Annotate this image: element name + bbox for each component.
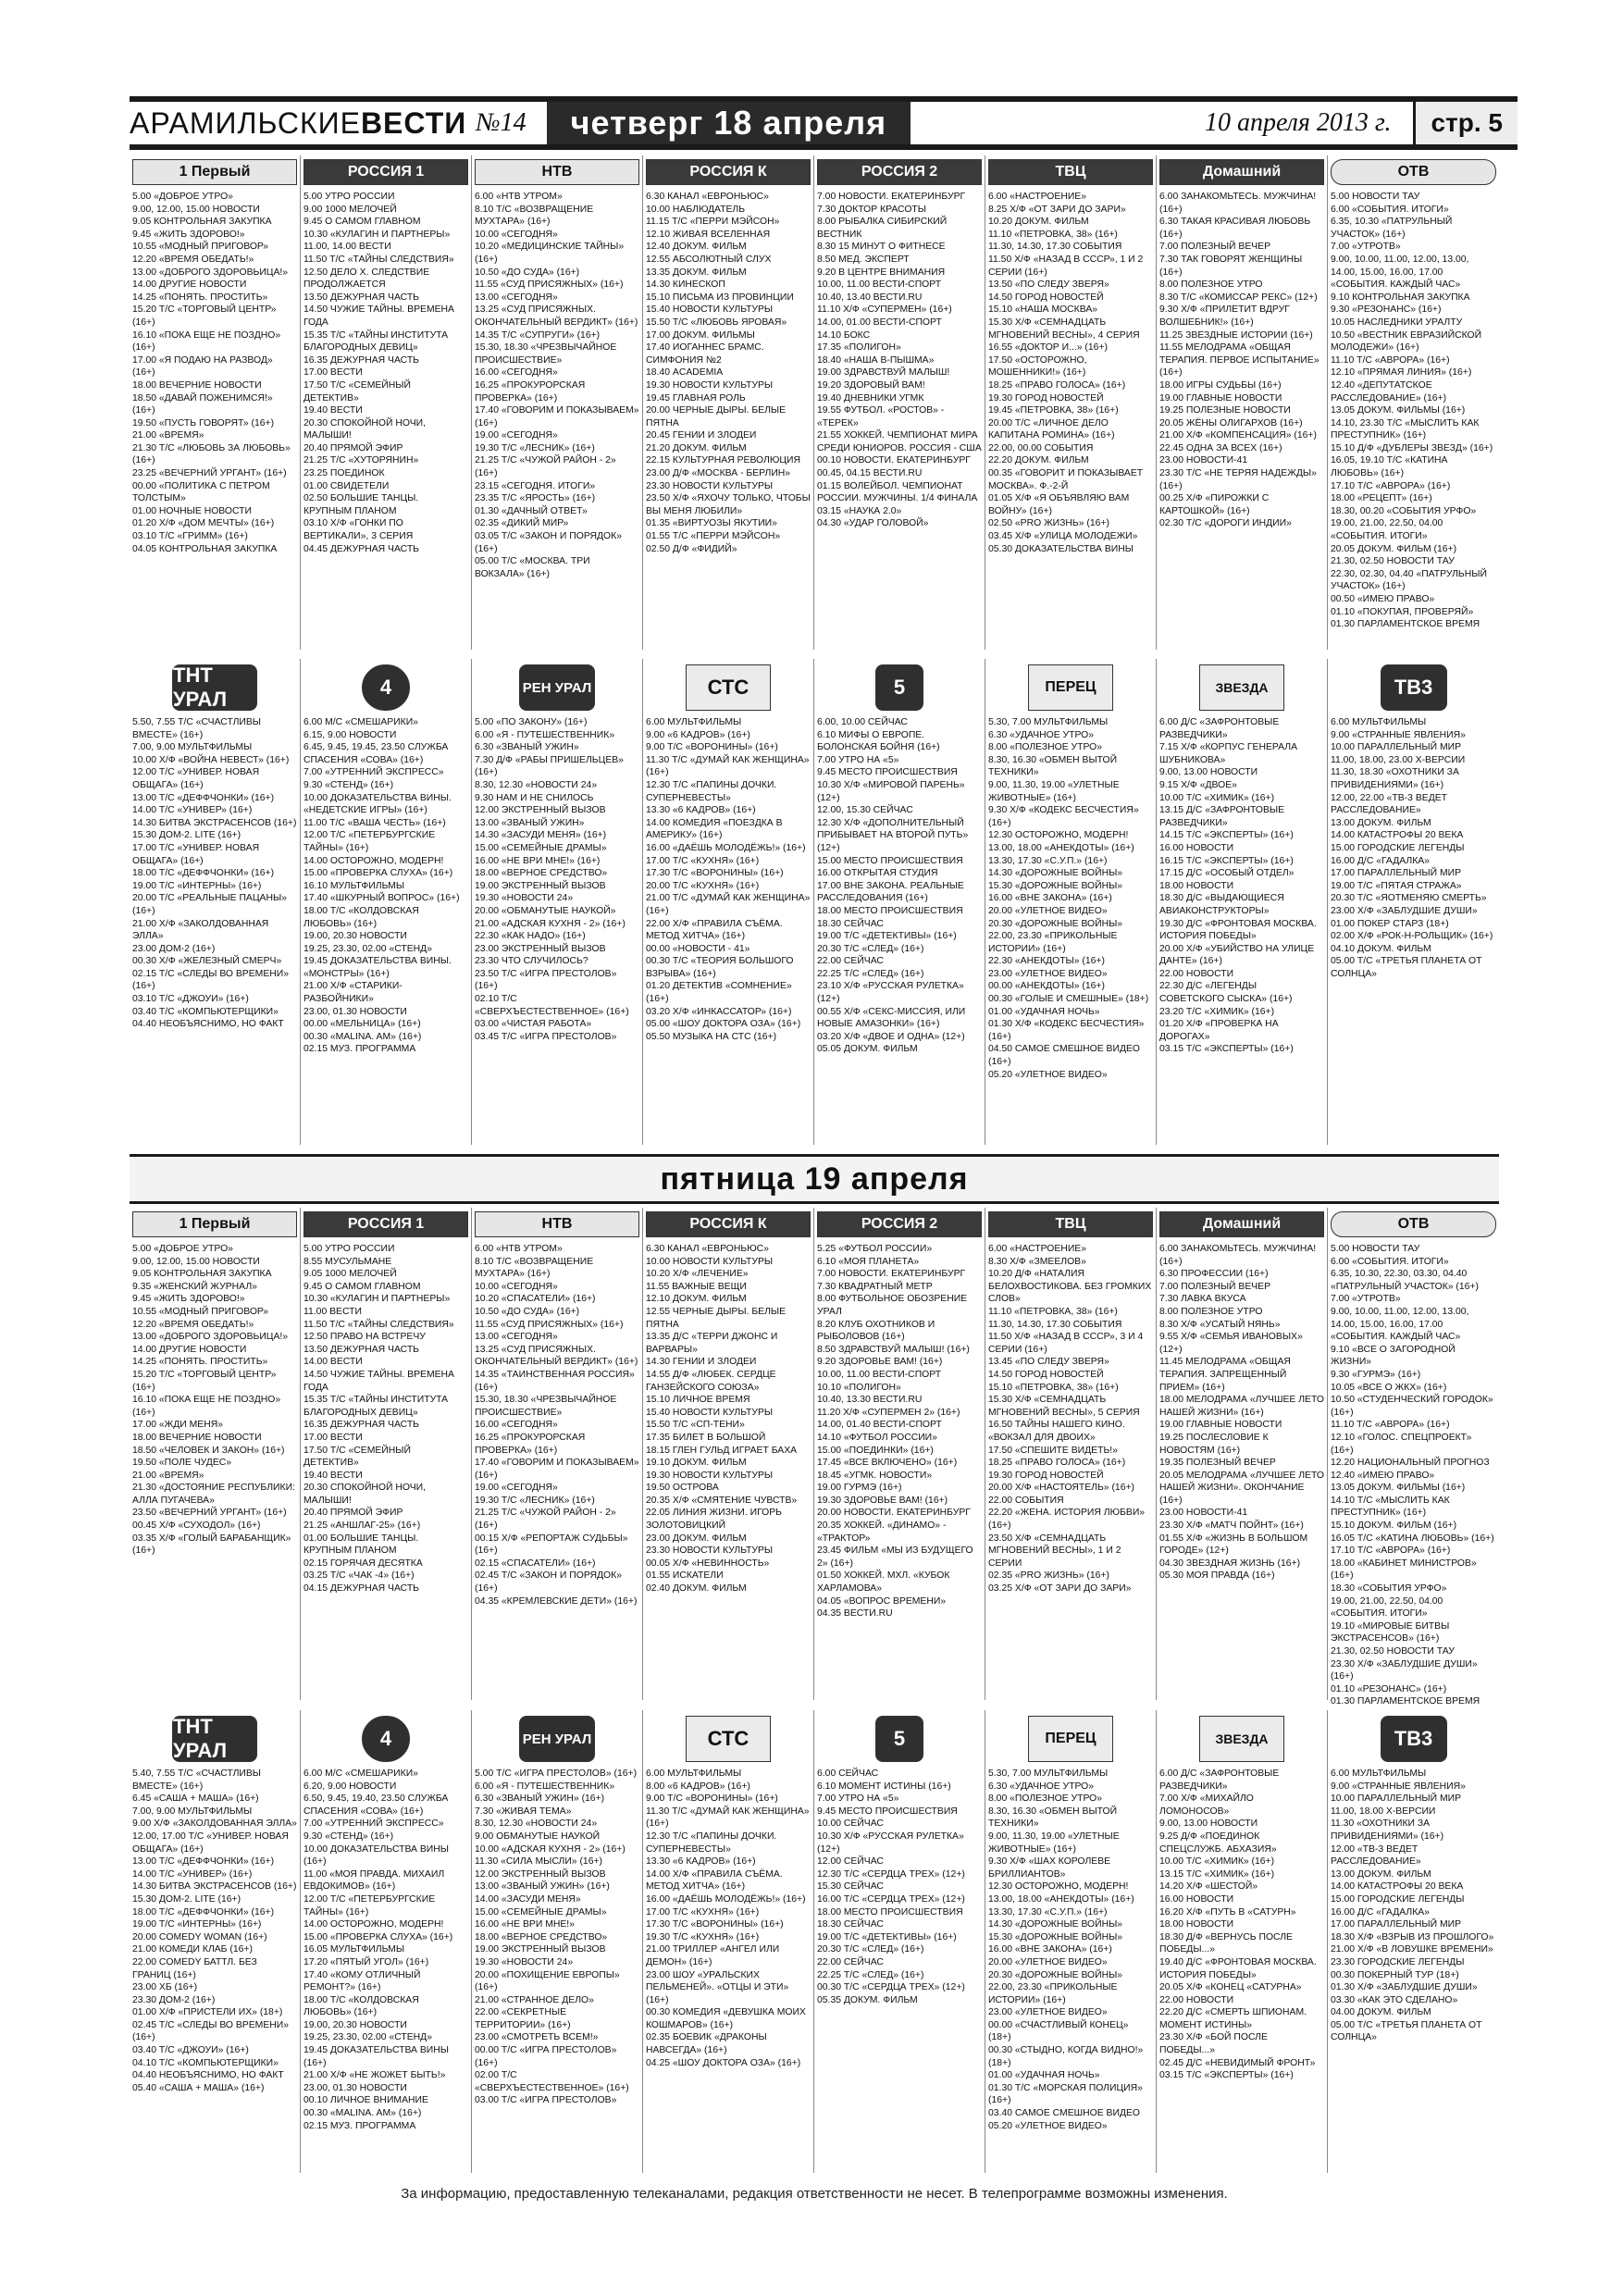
program-listing: 5.00 «ПО ЗАКОНУ» (16+) 6.00 «Я - ПУТЕШЕСТВЕННИК» 6.30 «ЗВАНЫЙ УЖИН» 7.30 Д/Ф «РАБЫ ПРИШЕЛЬЦЕВ» (16+) 8.30, 12.30 «НОВОСТИ 24» 9.30 НАМ И НЕ СНИЛОСЬ 12.00 ЭКСТРЕННЫЙ ВЫЗОВ 13.00 «ЗВАНЫЙ УЖИН» 14.30 «ЗАСУДИ МЕНЯ» (16+) 15.00 «СЕМЕЙНЫЕ ДРАМЫ» 16.00 «НЕ ВРИ МНЕ!» (16+) 18.00 «ВЕРНОЕ СРЕДСТВО» 19.00 ЭКСТРЕННЫЙ ВЫЗОВ 19.30 «НОВОСТИ 24» 20.00 «ОБМАНУТЫЕ НАУКОЙ» 21.00 «АДСКАЯ КУХНЯ - 2» (16+) 22.30 «КАК НАДО» (16+) 23.00 ЭКСТРЕННЫЙ ВЫЗОВ 23.30 ЧТО СЛУЧИЛОСЬ? 23.50 Т/С «ИГРА ПРЕСТОЛОВ» (16+) 02.10 Т/С «СВЕРХЪЕСТЕСТВЕННОЕ» (16+) 03.00 «ЧИСТАЯ РАБОТА» 03.45 Т/С «ИГРА ПРЕСТОЛОВ»: [475, 717, 629, 1042]
channel-logo-rossiya-1: РОССИЯ 1: [304, 159, 468, 185]
channel-column: [1328, 155, 1499, 650]
channel-column: [130, 659, 301, 1145]
channel-column: [985, 1710, 1157, 2173]
program-listing: 6.00 «НТВ УТРОМ» 8.10 Т/С «ВОЗВРАЩЕНИЕ МУХТАРА» (16+) 10.00 «СЕГОДНЯ» 10.20 «СПАСАТЕЛИ» (16+) 10.50 «ДО СУДА» (16+) 11.55 «СУД ПРИСЯЖНЫХ» (16+) 13.00 «СЕГОДНЯ» 13.25 «СУД ПРИСЯЖНЫХ. ОКОНЧАТЕЛЬНЫЙ ВЕРДИКТ» (16+) 14.35 «ТАИНСТВЕННАЯ РОССИЯ» (16+) 15.30, 18.30 «ЧРЕЗВЫЧАЙНОЕ ПРОИСШЕСТВИЕ» 16.00 «СЕГОДНЯ» 16.25 «ПРОКУРОРСКАЯ ПРОВЕРКА» (16+) 17.40 «ГОВОРИМ И ПОКАЗЫВАЕМ» (16+) 19.00 «СЕГОДНЯ» 19.30 Т/С «ЛЕСНИК» (16+) 21.25 Т/С «ЧУЖОЙ РАЙОН - 2» (16+) 00.15 Х/Ф «РЕПОРТАЖ СУДЬБЫ» (16+) 02.15 «СПАСАТЕЛИ» (16+) 02.45 Т/С «ЗАКОН И ПОРЯДОК» (16+) 04.35 «КРЕМЛЕВСКИЕ ДЕТИ» (16+): [475, 1244, 639, 1607]
program-listing: 5.00 Т/С «ИГРА ПРЕСТОЛОВ» (16+) 6.00 «Я - ПУТЕШЕСТВЕННИК» 6.30 «ЗВАНЫЙ УЖИН» (16+) 7.30 «ЖИВАЯ ТЕМА» 8.30, 12.30 «НОВОСТИ 24» 9.00 ОБМАНУТЫЕ НАУКОЙ 10.00 «АДСКАЯ КУХНЯ - 2» (16+) 11.30 «СИЛА МЫСЛИ» (16+) 12.00 ЭКСТРЕННЫЙ ВЫЗОВ 13.00 «ЗВАНЫЙ УЖИН» (16+) 14.00 «ЗАСУДИ МЕНЯ» 15.00 «СЕМЕЙНЫЕ ДРАМЫ» 16.00 «НЕ ВРИ МНЕ!» 18.00 «ВЕРНОЕ СРЕДСТВО» 19.00 ЭКСТРЕННЫЙ ВЫЗОВ 19.30 «НОВОСТИ 24» 20.00 «ПОХИЩЕНИЕ ЕВРОПЫ» (16+) 21.00 «СТРАННОЕ ДЕЛО» 22.00 «СЕКРЕТНЫЕ ТЕРРИТОРИИ» (16+) 23.00 «СМОТРЕТЬ ВСЕМ!» 00.00 Т/С «ИГРА ПРЕСТОЛОВ» (16+) 02.00 Т/С «СВЕРХЪЕСТЕСТВЕННОЕ» (16+) 03.00 Т/С «ИГРА ПРЕСТОЛОВ»: [475, 1769, 638, 2106]
thursday-bottom-section: [130, 659, 1499, 1145]
channel-column: [985, 659, 1157, 1145]
channel-column: [643, 1710, 814, 2173]
channel-logo-tnt: ТНТ УРАЛ: [172, 664, 257, 711]
program-listing: 5.30, 7.00 МУЛЬТФИЛЬМЫ 6.30 «УДАЧНОЕ УТРО» 8.00 «ПОЛЕЗНОЕ УТРО» 8.30, 16.30 «ОБМЕН ВЫТОЙ ТЕХНИКИ» 9.00, 11.30, 19.00 «УЛЕТНЫЕ ЖИВОТНЫЕ» (16+) 9.30 Х/Ф «ШАХ КОРОЛЕВЕ БРИЛЛИАНТОВ» 12.30 ОСТОРОЖНО, МОДЕРН! 13.00, 18.00 «АНЕКДОТЫ» (16+) 13.30, 17.30 «С.У.П.» (16+) 14.30 «ДОРОЖНЫЕ ВОЙНЫ» 15.30 «ДОРОЖНЫЕ ВОЙНЫ» 16.00 «ВНЕ ЗАКОНА» (16+) 20.00 «УЛЕТНОЕ ВИДЕО» 20.30 «ДОРОЖНЫЕ ВОЙНЫ» 22.00, 23.30 «ПРИКОЛЬНЫЕ ИСТОРИИ» (16+) 23.00 «УЛЕТНОЕ ВИДЕО» 00.00 «СЧАСТЛИВЫЙ КОНЕЦ» (18+) 00.30 «СТЫДНО, КОГДА ВИДНО!» (18+) 01.00 «УДАЧНАЯ НОЧЬ» 01.30 Т/С «МОРСКАЯ ПОЛИЦИЯ» (16+) 03.40 САМОЕ СМЕШНОЕ ВИДЕО 05.20 «УЛЕТНОЕ ВИДЕО»: [988, 1769, 1144, 2131]
channel-logo-tv3: ТВ3: [1381, 664, 1447, 711]
channel-column: [1157, 659, 1328, 1145]
issue-date: 10 апреля 2013 г.: [1204, 108, 1392, 137]
masthead-rule-bottom: [130, 144, 1518, 150]
channel-column: [814, 155, 985, 650]
channel-logo-4-kanal: 4: [362, 664, 410, 711]
masthead-row: [130, 102, 1518, 144]
program-listing: 6.00 МУЛЬТФИЛЬМЫ 9.00 «СТРАННЫЕ ЯВЛЕНИЯ» 10.00 ПАРАЛЛЕЛЬНЫЙ МИР 11.00, 18.00, 23.00 Х-ВЕРСИИ 11.30, 18.30 «ОХОТНИКИ ЗА ПРИВИДЕНИЯМИ» (16+) 12.00, 22.00 «ТВ-3 ВЕДЕТ РАССЛЕДОВАНИЕ» 13.00 ДОКУМ. ФИЛЬМ 14.00 КАТАСТРОФЫ 20 ВЕКА 15.00 ГОРОДСКИЕ ЛЕГЕНДЫ 16.00 Д/С «ГАДАЛКА» 17.00 ПАРАЛЛЕЛЬНЫЙ МИР 19.00 Т/С «ПЯТАЯ СТРАЖА» 20.30 Т/С «ЯОТМЕНЯЮ СМЕРТЬ» 23.00 Х/Ф «ЗАБЛУДШИЕ ДУШИ» 01.00 ПОКЕР СТАРЗ (18+) 02.00 Х/Ф «РОК-Н-РОЛЬЩИК» (16+) 04.10 ДОКУМ. ФИЛЬМ 05.00 Т/С «ТРЕТЬЯ ПЛАНЕТА ОТ СОЛНЦА»: [1331, 717, 1493, 979]
channel-logo-ren: РЕН УРАЛ: [519, 1716, 595, 1762]
channel-logo-rossiya-2: РОССИЯ 2: [817, 1211, 982, 1237]
channel-column: [1328, 1710, 1499, 2173]
channel-logo-perviy: 1 Первый: [132, 159, 297, 185]
day-title-friday: [130, 1154, 1499, 1204]
newspaper-title: [130, 106, 466, 141]
newspaper-title-bold: ВЕСТИ: [360, 105, 467, 140]
program-listing: 5.00 УТРО РОССИИ 9.00 1000 МЕЛОЧЕЙ 9.45 О САМОМ ГЛАВНОМ 10.30 «КУЛАГИН И ПАРТНЕРЫ» 11.00, 14.00 ВЕСТИ 11.50 Т/С «ТАЙНЫ СЛЕДСТВИЯ» 12.50 ДЕЛО Х. СЛЕДСТВИЕ ПРОДОЛЖАЕТСЯ 13.50 ДЕЖУРНАЯ ЧАСТЬ 14.50 ЧУЖИЕ ТАЙНЫ. ВРЕМЕНА ГОДА 15.35 Т/С «ТАЙНЫ ИНСТИТУТА БЛАГОРОДНЫХ ДЕВИЦ» 16.35 ДЕЖУРНАЯ ЧАСТЬ 17.00 ВЕСТИ 17.50 Т/С «СЕМЕЙНЫЙ ДЕТЕКТИВ» 19.40 ВЕСТИ 20.30 СПОКОЙНОЙ НОЧИ, МАЛЫШИ! 20.40 ПРЯМОЙ ЭФИР 21.25 Т/С «ХУТОРЯНИН» 23.25 ПОЕДИНОК 01.00 СВИДЕТЕЛИ 02.50 БОЛЬШИЕ ТАНЦЫ. КРУПНЫМ ПЛАНОМ 03.10 Х/Ф «ГОНКИ ПО ВЕРТИКАЛИ», 3 СЕРИЯ 04.45 ДЕЖУРНАЯ ЧАСТЬ: [304, 192, 454, 554]
program-listing: 6.00 ЗАНАКОМЬТЕСЬ. МУЖЧИНА! (16+) 6.30 ТАКАЯ КРАСИВАЯ ЛЮБОВЬ (16+) 7.00 ПОЛЕЗНЫЙ ВЕЧЕР 7.30 ТАК ГОВОРЯТ ЖЕНЩИНЫ (16+) 8.00 ПОЛЕЗНОЕ УТРО 8.30 Т/С «КОМИССАР РЕКС» (12+) 9.30 Х/Ф «ПРИЛЕТИТ ВДРУГ ВОЛШЕБНИК!» (16+) 11.25 ЗВЕЗДНЫЕ ИСТОРИИ (16+) 11.55 МЕЛОДРАМА «ОБЩАЯ ТЕРАПИЯ. ПЕРВОЕ ИСПЫТАНИЕ» (16+) 18.00 ИГРЫ СУДЬБЫ (16+) 19.00 ГЛАВНЫЕ НОВОСТИ 19.25 ПОЛЕЗНЫЕ НОВОСТИ 20.05 ЖЁНЫ ОЛИГАРХОВ (16+) 21.00 Х/Ф «КОМПЕНСАЦИЯ» (16+) 22.45 ОДНА ЗА ВСЕХ (16+) 23.00 НОВОСТИ-41 23.30 Т/С «НЕ ТЕРЯЯ НАДЕЖДЫ» (16+) 00.25 Х/Ф «ПИРОЖКИ С КАРТОШКОЙ» (16+) 02.30 Т/С «ДОРОГИ ИНДИИ»: [1159, 192, 1319, 529]
day-banner-thursday: четверг 18 апреля: [547, 102, 911, 144]
friday-bottom-section: [130, 1710, 1499, 2173]
program-listing: 5.40, 7.55 Т/С «СЧАСТЛИВЫ ВМЕСТЕ» (16+) 6.45 «САША + МАША» (16+) 7.00, 9.00 МУЛЬТФИЛЬМЫ 9.00 Х/Ф «ЗАКОЛДОВАННАЯ ЭЛЛА» 12.00, 17.00 Т/С «УНИВЕР. НОВАЯ ОБЩАГА» (16+) 13.00 Т/С «ДЕФФЧОНКИ» (16+) 14.00 Т/С «УНИВЕР» (16+) 14.30 БИТВА ЭКСТРАСЕНСОВ (16+) 15.30 ДОМ-2. LITE (16+) 18.00 Т/С «ДЕФФЧОНКИ» (16+) 19.00 Т/С «ИНТЕРНЫ» (16+) 20.00 COMEDY WOMAN (16+) 21.00 КОМЕДИ КЛАБ (16+) 22.00 COMEDY БАТТЛ. БЕЗ ГРАНИЦ (16+) 23.00 ХБ (16+) 23.30 ДОМ-2 (16+) 01.00 Х/Ф «ПРИСТЕЛИ ИХ» (18+) 02.45 Т/С «СЛЕДЫ ВО ВРЕМЕНИ» (16+) 03.40 Т/С «ДЖОУИ» (16+) 04.10 Т/С «КОМПЬЮТЕРЩИКИ» 04.40 НЕОБЪЯСНИМО, НО ФАКТ 05.40 «САША + МАША» (16+): [132, 1769, 297, 2093]
program-listing: 6.00 «НАСТРОЕНИЕ» 8.25 Х/Ф «ОТ ЗАРИ ДО ЗАРИ» 10.20 ДОКУМ. ФИЛЬМ 11.10 «ПЕТРОВКА, 38» (16+) 11.30, 14.30, 17.30 СОБЫТИЯ 11.50 Х/Ф «НАЗАД В СССР», 1 И 2 СЕРИИ (16+) 13.50 «ПО СЛЕДУ ЗВЕРЯ» 14.50 ГОРОД НОВОСТЕЙ 15.10 «НАША МОСКВА» 15.30 Х/Ф «СЕМНАДЦАТЬ МГНОВЕНИЙ ВЕСНЫ», 4 СЕРИЯ 16.55 «ДОКТОР И...» (16+) 17.50 «ОСТОРОЖНО, МОШЕННИКИ!» (16+) 18.25 «ПРАВО ГОЛОСА» (16+) 19.30 ГОРОД НОВОСТЕЙ 19.45 «ПЕТРОВКА, 38» (16+) 20.00 Т/С «ЛИЧНОЕ ДЕЛО КАПИТАНА РОМИНА» (16+) 22.00, 00.00 СОБЫТИЯ 22.20 ДОКУМ. ФИЛЬМ 00.35 «ГОВОРИТ И ПОКАЗЫВАЕТ МОСКВА». Ф.-2-Й 01.05 Х/Ф «Я ОБЪЯВЛЯЮ ВАМ ВОЙНУ» (16+) 02.50 «PRO ЖИЗНЬ» (16+) 03.45 Х/Ф «УЛИЦА МОЛОДЕЖИ» 05.30 ДОКАЗАТЕЛЬСТВА ВИНЫ: [988, 192, 1144, 554]
program-listing: 6.00 ЗАНАКОМЬТЕСЬ. МУЖЧИНА! (16+) 6.30 ПРОФЕССИИ (16+) 7.00 ПОЛЕЗНЫЙ ВЕЧЕР 7.30 ЛАВКА ВКУСА 8.00 ПОЛЕЗНОЕ УТРО 8.30 Х/Ф «УСАТЫЙ НЯНЬ» 9.55 Х/Ф «СЕМЬЯ ИВАНОВЫХ» (12+) 11.45 МЕЛОДРАМА «ОБЩАЯ ТЕРАПИЯ. ЗАПРЕЩЕННЫЙ ПРИЕМ» (16+) 18.00 МЕЛОДРАМА «ЛУЧШЕЕ ЛЕТО НАШЕЙ ЖИЗНИ» (16+) 19.00 ГЛАВНЫЕ НОВОСТИ 19.25 ПОСЛЕСЛОВИЕ К НОВОСТЯМ (16+) 19.35 ПОЛЕЗНЫЙ ВЕЧЕР 20.05 МЕЛОДРАМА «ЛУЧШЕЕ ЛЕТО НАШЕЙ ЖИЗНИ». ОКОНЧАНИЕ (16+) 23.00 НОВОСТИ-41 23.30 Х/Ф «МАТЧ ПОЙНТ» (16+) 01.55 Х/Ф «ЖИЗНЬ В БОЛЬШОМ ГОРОДЕ» (12+) 04.30 ЗВЕЗДНАЯ ЖИЗНЬ (16+) 05.30 МОЯ ПРАВДА (16+): [1159, 1244, 1324, 1582]
channel-logo-domashniy: Домашний: [1159, 159, 1324, 185]
program-listing: 5.00 НОВОСТИ ТАУ 6.00 «СОБЫТИЯ. ИТОГИ» 6.35, 10.30 «ПАТРУЛЬНЫЙ УЧАСТОК» (16+) 7.00 «УТРОТВ» 9.00, 10.00, 11.00, 12.00, 13.00, 14.00, 15.00, 16.00, 17.00 «СОБЫТИЯ. КАЖДЫЙ ЧАС» 9.10 КОНТРОЛЬНАЯ ЗАКУПКА 9.30 «РЕЗОНАНС» (16+) 10.05 НАСЛЕДНИКИ УРАЛТУ 10.50 «ВЕСТНИК ЕВРАЗИЙСКОЙ МОЛОДЕЖИ» (16+) 11.10 Т/С «АВРОРА» (16+) 12.10 «ПРЯМАЯ ЛИНИЯ» (16+) 12.40 «ДЕПУТАТСКОЕ РАССЛЕДОВАНИЕ» (16+) 13.05 ДОКУМ. ФИЛЬМЫ (16+) 14.10, 23.30 Т/С «МЫСЛИТЬ КАК ПРЕСТУПНИК» (16+) 15.10 Д/Ф «ДУБЛЕРЫ ЗВЕЗД» (16+) 16.05, 19.10 Т/С «КАТИНА ЛЮБОВЬ» (16+) 17.10 Т/С «АВРОРА» (16+) 18.00 «РЕЦЕПТ» (16+) 18.30, 00.20 «СОБЫТИЯ УРФО» 19.00, 21.00, 22.50, 04.00 «СОБЫТИЯ. ИТОГИ» 20.05 ДОКУМ. ФИЛЬМ (16+) 21.30, 02.50 НОВОСТИ ТАУ 22.30, 02.30, 04.40 «ПАТРУЛЬНЫЙ УЧАСТОК» (16+) 00.50 «ИМЕЮ ПРАВО» 01.10 «ПОКУПАЯ, ПРОВЕРЯЙ» 01.30 ПАРЛАМЕНТСКОЕ ВРЕМЯ: [1331, 192, 1493, 630]
channel-logo-rossiya-k: РОССИЯ К: [646, 159, 811, 185]
channel-column: [985, 1208, 1157, 1700]
channel-column: [301, 155, 472, 650]
program-listing: 5.00 «ДОБРОЕ УТРО» 9.00, 12.00, 15.00 НОВОСТИ 9.05 КОНТРОЛЬНАЯ ЗАКУПКА 9.45 «ЖИТЬ ЗДОРОВО!» 10.55 «МОДНЫЙ ПРИГОВОР» 12.20 «ВРЕМЯ ОБЕДАТЬ!» 13.00 «ДОБРОГО ЗДОРОВЬИЦА!» 14.00 ДРУГИЕ НОВОСТИ 14.25 «ПОНЯТЬ. ПРОСТИТЬ» 15.20 Т/С «ТОРГОВЫЙ ЦЕНТР» (16+) 16.10 «ПОКА ЕЩЕ НЕ ПОЗДНО» (16+) 17.00 «Я ПОДАЮ НА РАЗВОД» (16+) 18.00 ВЕЧЕРНИЕ НОВОСТИ 18.50 «ДАВАЙ ПОЖЕНИМСЯ!» (16+) 19.50 «ПУСТЬ ГОВОРЯТ» (16+) 21.00 «ВРЕМЯ» 21.30 Т/С «ЛЮБОВЬ ЗА ЛЮБОВЬ» (16+) 23.25 «ВЕЧЕРНИЙ УРГАНТ» (16+) 00.00 «ПОЛИТИКА С ПЕТРОМ ТОЛСТЫМ» 01.00 НОЧНЫЕ НОВОСТИ 01.20 Х/Ф «ДОМ МЕЧТЫ» (16+) 03.10 Т/С «ГРИММ» (16+) 04.05 КОНТРОЛЬНАЯ ЗАКУПКА: [132, 192, 291, 554]
channel-column: [1157, 1208, 1328, 1700]
channel-logo-5-kanal: 5: [875, 1716, 923, 1762]
channel-logo-perets: ПЕРЕЦ: [1028, 664, 1113, 711]
channel-column: [301, 1710, 472, 2173]
program-listing: 5.00 НОВОСТИ ТАУ 6.00 «СОБЫТИЯ. ИТОГИ» 6.35, 10.30, 22.30, 03.30, 04.40 «ПАТРУЛЬНЫЙ УЧАСТОК» (16+) 7.00 «УТРОТВ» 9.00, 10.00, 11.00, 12.00, 13.00, 14.00, 15.00, 16.00, 17.00 «СОБЫТИЯ. КАЖДЫЙ ЧАС» 9.10 «ВСЕ О ЗАГОРОДНОЙ ЖИЗНИ» 9.30 «ГУРМЭ» (16+) 10.05 «ВСЕ О ЖКХ» (16+) 10.50 «СТУДЕНЧЕСКИЙ ГОРОДОК» (16+) 11.10 Т/С «АВРОРА» (16+) 12.10 «ГОЛОС. СПЕЦПРОЕКТ» (16+) 12.20 НАЦИОНАЛЬНЫЙ ПРОГНОЗ 12.40 «ИМЕЮ ПРАВО» 13.05 ДОКУМ. ФИЛЬМЫ (16+) 14.10 Т/С «МЫСЛИТЬ КАК ПРЕСТУПНИК» (16+) 15.10 ДОКУМ. ФИЛЬМ (16+) 16.05 Т/С «КАТИНА ЛЮБОВЬ» (16+) 17.10 Т/С «АВРОРА» (16+) 18.00 «КАБИНЕТ МИНИСТРОВ» (16+) 18.30 «СОБЫТИЯ УРФО» 19.00, 21.00, 22.50, 04.00 «СОБЫТИЯ. ИТОГИ» 19.10 «МИРОВЫЕ БИТВЫ ЭКСТРАСЕНСОВ» (16+) 21.30, 02.50 НОВОСТИ ТАУ 23.30 Х/Ф «ЗАБЛУДШИЕ ДУШИ» (16+) 01.10 «РЕЗОНАНС» (16+) 01.30 ПАРЛАМЕНТСКОЕ ВРЕМЯ: [1331, 1244, 1494, 1707]
program-listing: 6.00 «НАСТРОЕНИЕ» 8.30 Х/Ф «ЗМЕЕЛОВ» 10.20 Д/Ф «НАТАЛИЯ БЕЛОХВОСТИКОВА. БЕЗ ГРОМКИХ СЛОВ» 11.10 «ПЕТРОВКА, 38» (16+) 11.30, 14.30, 17.30 СОБЫТИЯ 11.50 Х/Ф «НАЗАД В СССР», 3 И 4 СЕРИИ (16+) 13.45 «ПО СЛЕДУ ЗВЕРЯ» 14.50 ГОРОД НОВОСТЕЙ 15.10 «ПЕТРОВКА, 38» (16+) 15.30 Х/Ф «СЕМНАДЦАТЬ МГНОВЕНИЙ ВЕСНЫ», 5 СЕРИЯ 16.50 ТАЙНЫ НАШЕГО КИНО. «ВОКЗАЛ ДЛЯ ДВОИХ» 17.50 «СПЕШИТЕ ВИДЕТЬ!» 18.25 «ПРАВО ГОЛОСА» (16+) 19.30 ГОРОД НОВОСТЕЙ 20.00 Х/Ф «НАСТОЯТЕЛЬ» (16+) 22.00 СОБЫТИЯ 22.20 «ЖЕНА. ИСТОРИЯ ЛЮБВИ» (16+) 23.50 Х/Ф «СЕМНАДЦАТЬ МГНОВЕНИЙ ВЕСНЫ», 1 И 2 СЕРИИ 02.35 «PRO ЖИЗНЬ» (16+) 03.25 Х/Ф «ОТ ЗАРИ ДО ЗАРИ»: [988, 1244, 1152, 1595]
channel-logo-ntv: НТВ: [475, 1211, 639, 1237]
program-listing: 6.00 Д/С «ЗАФРОНТОВЫЕ РАЗВЕДЧИКИ» 7.00 Х/Ф «МИХАЙЛО ЛОМОНОСОВ» 9.00, 13.00 НОВОСТИ 9.25 Д/Ф «ПОЕДИНОК СПЕЦСЛУЖБ. АБХАЗИЯ» 10.00 Т/С «ХИМИК» (16+) 13.15 Т/С «ХИМИК» (16+) 14.20 Х/Ф «ШЕСТОЙ» 16.00 НОВОСТИ 16.20 Х/Ф «ПУТЬ В «САТУРН» 18.00 НОВОСТИ 18.30 Д/Ф «ВЕРНУСЬ ПОСЛЕ ПОБЕДЫ...» 19.40 Д/С «ФРОНТОВАЯ МОСКВА. ИСТОРИЯ ПОБЕДЫ» 20.05 Х/Ф «КОНЕЦ «САТУРНА» 22.00 НОВОСТИ 22.20 Д/С «СМЕРТЬ ШПИОНАМ. МОМЕНТ ИСТИНЫ» 23.30 Х/Ф «БОЙ ПОСЛЕ ПОБЕДЫ...» 02.45 Д/С «НЕВИДИМЫЙ ФРОНТ» 03.15 Т/С «ЭКСПЕРТЫ» (16+): [1159, 1769, 1317, 2081]
channel-column: [643, 155, 814, 650]
channel-logo-tvc: ТВЦ: [988, 1211, 1153, 1237]
program-listing: 5.50, 7.55 Т/С «СЧАСТЛИВЫ ВМЕСТЕ» (16+) 7.00, 9.00 МУЛЬТФИЛЬМЫ 10.00 Х/Ф «ВОЙНА НЕВЕСТ» (16+) 12.00 Т/С «УНИВЕР. НОВАЯ ОБЩАГА» (16+) 13.00 Т/С «ДЕФФЧОНКИ» (16+) 14.00 Т/С «УНИВЕР» (16+) 14.30 БИТВА ЭКСТРАСЕНСОВ (16+) 15.30 ДОМ-2. LITE (16+) 17.00 Т/С «УНИВЕР. НОВАЯ ОБЩАГА» (16+) 18.00 Т/С «ДЕФФЧОНКИ» (16+) 19.00 Т/С «ИНТЕРНЫ» (16+) 20.00 Т/С «РЕАЛЬНЫЕ ПАЦАНЫ» (16+) 21.00 Х/Ф «ЗАКОЛДОВАННАЯ ЭЛЛА» 23.00 ДОМ-2 (16+) 00.30 Х/Ф «ЖЕЛЕЗНЫЙ СМЕРЧ» 02.15 Т/С «СЛЕДЫ ВО ВРЕМЕНИ» (16+) 03.10 Т/С «ДЖОУИ» (16+) 03.40 Т/С «КОМПЬЮТЕРЩИКИ» 04.40 НЕОБЪЯСНИМО, НО ФАКТ: [132, 717, 297, 1030]
program-listing: 6.30 КАНАЛ «ЕВРОНЬЮС» 10.00 НАБЛЮДАТЕЛЬ 11.15 Т/С «ПЕРРИ МЭЙСОН» 12.10 ЖИВАЯ ВСЕЛЕННАЯ 12.40 ДОКУМ. ФИЛЬМ 12.55 АБСОЛЮТНЫЙ СЛУХ 13.35 ДОКУМ. ФИЛЬМ 14.30 КИНЕСКОП 15.10 ПИСЬМА ИЗ ПРОВИНЦИИ 15.40 НОВОСТИ КУЛЬТУРЫ 15.50 Т/С «ЛЮБОВЬ ЯРОВАЯ» 17.00 ДОКУМ. ФИЛЬМЫ 17.40 ИОГАННЕС БРАМС. СИМФОНИЯ №2 18.40 ACADEMIA 19.30 НОВОСТИ КУЛЬТУРЫ 19.45 ГЛАВНАЯ РОЛЬ 20.00 ЧЕРНЫЕ ДЫРЫ. БЕЛЫЕ ПЯТНА 20.45 ГЕНИИ И ЗЛОДЕИ 21.20 ДОКУМ. ФИЛЬМ 22.15 КУЛЬТУРНАЯ РЕВОЛЮЦИЯ 23.00 Д/Ф «МОСКВА - БЕРЛИН» 23.30 НОВОСТИ КУЛЬТУРЫ 23.50 Х/Ф «ЯХОЧУ ТОЛЬКО, ЧТОБЫ ВЫ МЕНЯ ЛЮБИЛИ» 01.35 «ВИРТУОЗЫ ЯКУТИИ» 01.55 Т/С «ПЕРРИ МЭЙСОН» 02.50 Д/Ф «ФИДИЙ»: [646, 192, 811, 554]
channel-logo-zvezda: ЗВЕЗДА: [1199, 1716, 1284, 1762]
channel-column: [1157, 1710, 1328, 2173]
program-listing: 6.00, 10.00 СЕЙЧАС 6.10 МИФЫ О ЕВРОПЕ. БОЛОНСКАЯ БОЙНЯ (16+) 7.00 УТРО НА «5» 9.45 МЕСТО ПРОИСШЕСТВИЯ 10.30 Х/Ф «МИРОВОЙ ПАРЕНЬ» (12+) 12.00, 15.30 СЕЙЧАС 12.30 Х/Ф «ДОПОЛНИТЕЛЬНЫЙ ПРИБЫВАЕТ НА ВТОРОЙ ПУТЬ» (12+) 15.00 МЕСТО ПРОИСШЕСТВИЯ 16.00 ОТКРЫТАЯ СТУДИЯ 17.00 ВНЕ ЗАКОНА. РЕАЛЬНЫЕ РАССЛЕДОВАНИЯ (16+) 18.00 МЕСТО ПРОИСШЕСТВИЯ 18.30 СЕЙЧАС 19.00 Т/С «ДЕТЕКТИВЫ» (16+) 20.30 Т/С «СЛЕД» (16+) 22.00 СЕЙЧАС 22.25 Т/С «СЛЕД» (16+) 23.10 Х/Ф «РУССКАЯ РУЛЕТКА» (12+) 00.55 Х/Ф «СЕКС-МИССИЯ, ИЛИ НОВЫЕ АМАЗОНКИ» (16+) 03.20 Х/Ф «ДВОЕ И ОДНА» (12+) 05.05 ДОКУМ. ФИЛЬМ: [817, 717, 969, 1055]
channel-logo-5-kanal: 5: [875, 664, 923, 711]
channel-column: [643, 1208, 814, 1700]
program-listing: 6.00 СЕЙЧАС 6.10 МОМЕНТ ИСТИНЫ (16+) 7.00 УТРО НА «5» 9.45 МЕСТО ПРОИСШЕСТВИЯ 10.00 СЕЙЧАС 10.30 Х/Ф «РУССКАЯ РУЛЕТКА» (12+) 12.00 СЕЙЧАС 12.30 Т/С «СЕРДЦА ТРЕХ» (12+) 15.30 СЕЙЧАС 16.00 Т/С «СЕРДЦА ТРЕХ» (12+) 18.00 МЕСТО ПРОИСШЕСТВИЯ 18.30 СЕЙЧАС 19.00 Т/С «ДЕТЕКТИВЫ» (16+) 20.30 Т/С «СЛЕД» (16+) 22.00 СЕЙЧАС 22.25 Т/С «СЛЕД» (16+) 00.30 Т/С «СЕРДЦА ТРЕХ» (12+) 05.35 ДОКУМ. ФИЛЬМ: [817, 1769, 965, 2005]
masthead: [130, 96, 1518, 150]
program-listing: 6.00 МУЛЬТФИЛЬМЫ 8.00 «6 КАДРОВ» (16+) 9.00 Т/С «ВОРОНИНЫ» (16+) 11.30 Т/С «ДУМАЙ КАК ЖЕНЩИНА» (16+) 12.30 Т/С «ПАПИНЫ ДОЧКИ. СУПЕРНЕВЕСТЫ» 13.30 «6 КАДРОВ» (16+) 14.00 Х/Ф «ПРАВИЛА СЪЁМА. МЕТОД ХИТЧА» (16+) 16.00 «ДАЁШЬ МОЛОДЁЖЬ!» (16+) 17.00 Т/С «КУХНЯ» (16+) 17.30 Т/С «ВОРОНИНЫ» (16+) 19.30 Т/С «КУХНЯ» (16+) 21.00 ТРИЛЛЕР «АНГЕЛ ИЛИ ДЕМОН» (16+) 23.00 ШОУ «УРАЛЬСКИХ ПЕЛЬМЕНЕЙ». «ОТЦЫ И ЭТИ» (16+) 00.30 КОМЕДИЯ «ДЕВУШКА МОИХ КОШМАРОВ» (16+) 02.35 БОЕВИК «ДРАКОНЫ НАВСЕГДА» (16+) 04.25 «ШОУ ДОКТОРА ОЗА» (16+): [646, 1769, 810, 2068]
channel-column: [1328, 1208, 1499, 1707]
program-listing: 5.25 «ФУТБОЛ РОССИИ» 6.10 «МОЯ ПЛАНЕТА» 7.00 НОВОСТИ. ЕКАТЕРИНБУРГ 7.30 КВАДРАТНЫЙ МЕТР 8.00 ФУТБОЛЬНОЕ ОБОЗРЕНИЕ УРАЛ 8.20 КЛУБ ОХОТНИКОВ И РЫБОЛОВОВ (16+) 8.50 ЗДРАВСТВУЙ МАЛЫШ! (16+) 9.20 ЗДОРОВЬЕ ВАМ! (16+) 10.00, 11.00 ВЕСТИ-СПОРТ 10.10 «ПОЛИГОН» 10.40, 13.30 ВЕСТИ.RU 11.20 Х/Ф «СУПЕРМЕН 2» (16+) 14.00, 01.40 ВЕСТИ-СПОРТ 14.10 «ФУТБОЛ РОССИИ» 15.00 «ПОЕДИНКИ» (16+) 17.45 «ВСЕ ВКЛЮЧЕНО» (16+) 18.45 «УГМК. НОВОСТИ» 19.00 ГУРМЭ (16+) 19.30 ЗДОРОВЬЕ ВАМ! (16+) 20.00 НОВОСТИ. ЕКАТЕРИНБУРГ 20.35 ХОККЕЙ. «ДИНАМО» - «ТРАКТОР» 23.45 ФИЛЬМ «МЫ ИЗ БУДУЩЕГО 2» (16+) 01.50 ХОККЕЙ. МХЛ. «КУБОК ХАРЛАМОВА» 04.05 «ВОПРОС ВРЕМЕНИ» 04.35 ВЕСТИ.RU: [817, 1244, 973, 1620]
channel-logo-perets: ПЕРЕЦ: [1028, 1716, 1113, 1762]
channel-column: [472, 1710, 643, 2173]
channel-column: [985, 155, 1157, 650]
day-title-friday-text: пятница 19 апреля: [660, 1160, 969, 1197]
channel-column: [472, 1208, 643, 1700]
program-listing: 6.00 М/С «СМЕШАРИКИ» 6.15, 9.00 НОВОСТИ 6.45, 9.45, 19.45, 23.50 СЛУЖБА СПАСЕНИЯ «СОВА» (16+) 7.00 «УТРЕННИЙ ЭКСПРЕСС» 9.30 «СТЕНД» (16+) 10.00 ДОКАЗАТЕЛЬСТВА ВИНЫ. «НЕДЕТСКИЕ ИГРЫ» (16+) 11.00 Т/С «ВАША ЧЕСТЬ» (16+) 12.00 Т/С «ПЕТЕРБУРГСКИЕ ТАЙНЫ» (16+) 14.00 ОСТОРОЖНО, МОДЕРН! 15.00 «ПРОВЕРКА СЛУХА» (16+) 16.10 МУЛЬТФИЛЬМЫ 17.40 «ШКУРНЫЙ ВОПРОС» (16+) 18.00 Т/С «КОЛДОВСКАЯ ЛЮБОВЬ» (16+) 19.00, 20.30 НОВОСТИ 19.25, 23.30, 02.00 «СТЕНД» 19.45 ДОКАЗАТЕЛЬСТВА ВИНЫ. «МОНСТРЫ» (16+) 21.00 Х/Ф «СТАРИКИ-РАЗБОЙНИКИ» 23.00, 01.30 НОВОСТИ 00.00 «МЕЛЬНИЦА» (16+) 00.30 «MALINA. AM» (16+) 02.15 МУЗ. ПРОГРАММА: [304, 717, 460, 1055]
channel-logo-otv: ОТВ: [1331, 1211, 1496, 1237]
thursday-top-section: [130, 155, 1499, 650]
channel-column: [814, 1710, 985, 2173]
channel-column: [130, 155, 301, 650]
channel-column: [643, 659, 814, 1145]
program-listing: 6.00 Д/С «ЗАФРОНТОВЫЕ РАЗВЕДЧИКИ» 7.15 Х/Ф «КОРПУС ГЕНЕРАЛА ШУБНИКОВА» 9.00, 13.00 НОВОСТИ 9.15 Х/Ф «ДВОЕ» 10.00 Т/С «ХИМИК» (16+) 13.15 Д/С «ЗАФРОНТОВЫЕ РАЗВЕДЧИКИ» 14.15 Т/С «ЭКСПЕРТЫ» (16+) 16.00 НОВОСТИ 16.15 Т/С «ЭКСПЕРТЫ» (16+) 17.15 Д/С «ОСОБЫЙ ОТДЕЛ» 18.00 НОВОСТИ 18.30 Д/С «ВЫДАЮЩИЕСЯ АВИАКОНСТРУКТОРЫ» 19.30 Д/С «ФРОНТОВАЯ МОСКВА. ИСТОРИЯ ПОБЕДЫ» 20.00 Х/Ф «УБИЙСТВО НА УЛИЦЕ ДАНТЕ» (16+) 22.00 НОВОСТИ 22.30 Д/С «ЛЕГЕНДЫ СОВЕТСКОГО СЫСКА» (16+) 23.20 Т/С «ХИМИК» (16+) 01.20 Х/Ф «ПРОВЕРКА НА ДОРОГАХ» 03.15 Т/С «ЭКСПЕРТЫ» (16+): [1159, 717, 1317, 1055]
program-listing: 6.00 МУЛЬТФИЛЬМЫ 9.00 «6 КАДРОВ» (16+) 9.00 Т/С «ВОРОНИНЫ» (16+) 11.30 Т/С «ДУМАЙ КАК ЖЕНЩИНА» (16+) 12.30 Т/С «ПАПИНЫ ДОЧКИ. СУПЕРНЕВЕСТЫ» 13.30 «6 КАДРОВ» (16+) 14.00 КОМЕДИЯ «ПОЕЗДКА В АМЕРИКУ» (16+) 16.00 «ДАЁШЬ МОЛОДЁЖЬ!» (16+) 17.00 Т/С «КУХНЯ» (16+) 17.30 Т/С «ВОРОНИНЫ» (16+) 20.00 Т/С «КУХНЯ» (16+) 21.00 Т/С «ДУМАЙ КАК ЖЕНЩИНА» (16+) 22.00 Х/Ф «ПРАВИЛА СЪЁМА. МЕТОД ХИТЧА» (16+) 00.00 «НОВОСТИ - 41» 00.30 Т/С «ТЕОРИЯ БОЛЬШОГО ВЗРЫВА» (16+) 01.20 ДЕТЕКТИВ «СОМНЕНИЕ» (16+) 03.20 Х/Ф «ИНКАССАТОР» (16+) 05.00 «ШОУ ДОКТОРА ОЗА» (16+) 05.50 МУЗЫКА НА СТС (16+): [646, 717, 811, 1042]
friday-top-section: [130, 1208, 1499, 1707]
program-listing: 6.00 «НТВ УТРОМ» 8.10 Т/С «ВОЗВРАЩЕНИЕ МУХТАРА» (16+) 10.00 «СЕГОДНЯ» 10.20 «МЕДИЦИНСКИЕ ТАЙНЫ» (16+) 10.50 «ДО СУДА» (16+) 11.55 «СУД ПРИСЯЖНЫХ» (16+) 13.00 «СЕГОДНЯ» 13.25 «СУД ПРИСЯЖНЫХ. ОКОНЧАТЕЛЬНЫЙ ВЕРДИКТ» (16+) 14.35 Т/С «СУПРУГИ» (16+) 15.30, 18.30 «ЧРЕЗВЫЧАЙНОЕ ПРОИСШЕСТВИЕ» 16.00 «СЕГОДНЯ» 16.25 «ПРОКУРОРСКАЯ ПРОВЕРКА» (16+) 17.40 «ГОВОРИМ И ПОКАЗЫВАЕМ» (16+) 19.00 «СЕГОДНЯ» 19.30 Т/С «ЛЕСНИК» (16+) 21.25 Т/С «ЧУЖОЙ РАЙОН - 2» (16+) 23.15 «СЕГОДНЯ. ИТОГИ» 23.35 Т/С «ЯРОСТЬ» (16+) 01.30 «ДАЧНЫЙ ОТВЕТ» 02.35 «ДИКИЙ МИР» 03.05 Т/С «ЗАКОН И ПОРЯДОК» (16+) 05.00 Т/С «МОСКВА. ТРИ ВОКЗАЛА» (16+): [475, 192, 639, 579]
channel-column: [301, 659, 472, 1145]
issue-number: №14: [476, 108, 527, 137]
channel-logo-rossiya-1: РОССИЯ 1: [304, 1211, 468, 1237]
channel-logo-sts: СТС: [686, 664, 771, 711]
page-number: стр. 5: [1413, 102, 1518, 144]
program-listing: 7.00 НОВОСТИ. ЕКАТЕРИНБУРГ 7.30 ДОКТОР КРАСОТЫ 8.00 РЫБАЛКА СИБИРСКИЙ ВЕСТНИК 8.30 15 МИНУТ О ФИТНЕСЕ 8.50 МЕД. ЭКСПЕРТ 9.20 В ЦЕНТРЕ ВНИМАНИЯ 10.00, 11.00 ВЕСТИ-СПОРТ 10.40, 13.40 ВЕСТИ.RU 11.10 Х/Ф «СУПЕРМЕН» (16+) 14.00, 01.00 ВЕСТИ-СПОРТ 14.10 БОКС 17.35 «ПОЛИГОН» 18.40 «НАША В-ПЫШМА» 19.00 ЗДРАВСТВУЙ МАЛЫШ! 19.20 ЗДОРОВЫЙ ВАМ! 19.40 ДНЕВНИКИ УГМК 19.55 ФУТБОЛ. «РОСТОВ» - «ТЕРЕК» 21.55 ХОККЕЙ. ЧЕМПИОНАТ МИРА СРЕДИ ЮНИОРОВ. РОССИЯ - США 00.10 НОВОСТИ. ЕКАТЕРИНБУРГ 00.45, 04.15 ВЕСТИ.RU 01.15 ВОЛЕЙБОЛ. ЧЕМПИОНАТ РОССИИ. МУЖЧИНЫ. 1/4 ФИНАЛА 03.15 «НАУКА 2.0» 04.30 «УДАР ГОЛОВОЙ»: [817, 192, 982, 529]
program-listing: 5.00 «ДОБРОЕ УТРО» 9.00, 12.00, 15.00 НОВОСТИ 9.05 КОНТРОЛЬНАЯ ЗАКУПКА 9.35 «ЖЕНСКИЙ ЖУРНАЛ» 9.45 «ЖИТЬ ЗДОРОВО!» 10.55 «МОДНЫЙ ПРИГОВОР» 12.20 «ВРЕМЯ ОБЕДАТЬ!» 13.00 «ДОБРОГО ЗДОРОВЬИЦА!» 14.00 ДРУГИЕ НОВОСТИ 14.25 «ПОНЯТЬ. ПРОСТИТЬ» 15.20 Т/С «ТОРГОВЫЙ ЦЕНТР» (16+) 16.10 «ПОКА ЕЩЕ НЕ ПОЗДНО» (16+) 17.00 «ЖДИ МЕНЯ» 18.00 ВЕЧЕРНИЕ НОВОСТИ 18.50 «ЧЕЛОВЕК И ЗАКОН» (16+) 19.50 «ПОЛЕ ЧУДЕС» 21.00 «ВРЕМЯ» 21.30 «ДОСТОЯНИЕ РЕСПУБЛИКИ: АЛЛА ПУГАЧЕВА» 23.50 «ВЕЧЕРНИЙ УРГАНТ» (16+) 00.45 Х/Ф «СУХОДОЛ» (16+) 03.35 Х/Ф «ГОЛЫЙ БАРАБАНЩИК» (16+): [132, 1244, 295, 1557]
channel-column: [301, 1208, 472, 1700]
channel-column: [1157, 155, 1328, 650]
channel-logo-sts: СТС: [686, 1716, 771, 1762]
channel-logo-rossiya-k: РОССИЯ К: [646, 1211, 811, 1237]
channel-column: [472, 659, 643, 1145]
program-listing: 6.00 М/С «СМЕШАРИКИ» 6.20, 9.00 НОВОСТИ 6.50, 9.45, 19.40, 23.50 СЛУЖБА СПАСЕНИЯ «СОВА» (16+) 7.00 «УТРЕННИЙ ЭКСПРЕСС» 9.30 «СТЕНД» (16+) 10.00 ДОКАЗАТЕЛЬСТВА ВИНЫ (16+) 11.00 «МОЯ ПРАВДА. МИХАИЛ ЕВДОКИМОВ» (16+) 12.00 Т/С «ПЕТЕРБУРГСКИЕ ТАЙНЫ» (16+) 14.00 ОСТОРОЖНО, МОДЕРН! 15.00 «ПРОВЕРКА СЛУХА» (16+) 16.05 МУЛЬТФИЛЬМЫ 17.20 «ПЯТЫЙ УГОЛ» (16+) 17.40 «КОМУ ОТЛИЧНЫЙ РЕМОНТ?» (16+) 18.00 Т/С «КОЛДОВСКАЯ ЛЮБОВЬ» (16+) 19.00, 20.30 НОВОСТИ 19.25, 23.30, 02.00 «СТЕНД» 19.45 ДОКАЗАТЕЛЬСТВА ВИНЫ (16+) 21.00 Х/Ф «НЕ ЖОЖЕТ БЫТЬ!» 23.00, 01.30 НОВОСТИ 00.10 ЛИЧНОЕ ВНИМАНИЕ 00.30 «MALINA. AM» (16+) 02.15 МУЗ. ПРОГРАММА: [304, 1769, 453, 2131]
channel-column: [130, 1208, 301, 1700]
channel-logo-ntv: НТВ: [475, 159, 639, 185]
channel-logo-otv: ОТВ: [1331, 159, 1496, 185]
program-listing: 5.00 УТРО РОССИИ 8.55 МУСУЛЬМАНЕ 9.05 1000 МЕЛОЧЕЙ 9.45 О САМОМ ГЛАВНОМ 10.30 «КУЛАГИН И ПАРТНЕРЫ» 11.00 ВЕСТИ 11.50 Т/С «ТАЙНЫ СЛЕДСТВИЯ» 12.50 ПРАВО НА ВСТРЕЧУ 13.50 ДЕЖУРНАЯ ЧАСТЬ 14.00 ВЕСТИ 14.50 ЧУЖИЕ ТАЙНЫ. ВРЕМЕНА ГОДА 15.35 Т/С «ТАЙНЫ ИНСТИТУТА БЛАГОРОДНЫХ ДЕВИЦ» 16.35 ДЕЖУРНАЯ ЧАСТЬ 17.00 ВЕСТИ 17.50 Т/С «СЕМЕЙНЫЙ ДЕТЕКТИВ» 19.40 ВЕСТИ 20.30 СПОКОЙНОЙ НОЧИ, МАЛЫШИ! 20.40 ПРЯМОЙ ЭФИР 21.25 «АНШЛАГ-25» (16+) 01.00 БОЛЬШИЕ ТАНЦЫ. КРУПНЫМ ПЛАНОМ 02.15 ГОРЯЧАЯ ДЕСЯТКА 03.25 Т/С «ЧАК -4» (16+) 04.15 ДЕЖУРНАЯ ЧАСТЬ: [304, 1244, 454, 1595]
disclaimer-footer: За информацию, предоставленную телеканалами, редакция ответственности не несет. В телепрограмме возможны изменения.: [401, 2186, 1228, 2202]
channel-logo-rossiya-2: РОССИЯ 2: [817, 159, 982, 185]
newspaper-title-light: АРАМИЛЬСКИЕ: [130, 105, 361, 140]
channel-logo-zvezda: ЗВЕЗДА: [1199, 664, 1284, 711]
channel-column: [814, 659, 985, 1145]
channel-logo-perviy: 1 Первый: [132, 1211, 297, 1237]
channel-logo-domashniy: Домашний: [1159, 1211, 1324, 1237]
program-listing: 6.00 МУЛЬТФИЛЬМЫ 9.00 «СТРАННЫЕ ЯВЛЕНИЯ» 10.00 ПАРАЛЛЕЛЬНЫЙ МИР 11.00, 18.00 Х-ВЕРСИИ 11.30 «ОХОТНИКИ ЗА ПРИВИДЕНИЯМИ» (16+) 12.00 «ТВ-3 ВЕДЕТ РАССЛЕДОВАНИЕ» 13.00 ДОКУМ. ФИЛЬМ 14.00 КАТАСТРОФЫ 20 ВЕКА 15.00 ГОРОДСКИЕ ЛЕГЕНДЫ 16.00 Д/С «ГАДАЛКА» 17.00 ПАРАЛЛЕЛЬНЫЙ МИР 18.30 Х/Ф «ВЗРЫВ ИЗ ПРОШЛОГО» 21.00 Х/Ф «В ЛОВУШКЕ ВРЕМЕНИ» 23.30 ГОРОДСКИЕ ЛЕГЕНДЫ 00.30 ПОКЕРНЫЙ ТУР (18+) 01.30 Х/Ф «ЗАБЛУДШИЕ ДУШИ» 03.30 «КАК ЭТО СДЕЛАНО» 04.00 ДОКУМ. ФИЛЬМ 05.00 Т/С «ТРЕТЬЯ ПЛАНЕТА ОТ СОЛНЦА»: [1331, 1769, 1494, 2043]
program-listing: 5.30, 7.00 МУЛЬТФИЛЬМЫ 6.30 «УДАЧНОЕ УТРО» 8.00 «ПОЛЕЗНОЕ УТРО» 8.30, 16.30 «ОБМЕН ВЫТОЙ ТЕХНИКИ» 9.00, 11.30, 19.00 «УЛЕТНЫЕ ЖИВОТНЫЕ» (16+) 9.30 Х/Ф «КОДЕКС БЕСЧЕСТИЯ» (16+) 12.30 ОСТОРОЖНО, МОДЕРН! 13.00, 18.00 «АНЕКДОТЫ» (16+) 13.30, 17.30 «С.У.П.» (16+) 14.30 «ДОРОЖНЫЕ ВОЙНЫ» 15.30 «ДОРОЖНЫЕ ВОЙНЫ» 16.00 «ВНЕ ЗАКОНА» (16+) 20.00 «УЛЕТНОЕ ВИДЕО» 20.30 «ДОРОЖНЫЕ ВОЙНЫ» 22.00, 23.30 «ПРИКОЛЬНЫЕ ИСТОРИИ» (16+) 22.30 «АНЕКДОТЫ» (16+) 23.00 «УЛЕТНОЕ ВИДЕО» 00.00 «АНЕКДОТЫ» (16+) 00.30 «ГОЛЫЕ И СМЕШНЫЕ» (18+) 01.00 «УДАЧНАЯ НОЧЬ» 01.30 Х/Ф «КОДЕКС БЕСЧЕСТИЯ» (16+) 04.50 САМОЕ СМЕШНОЕ ВИДЕО (16+) 05.20 «УЛЕТНОЕ ВИДЕО»: [988, 717, 1149, 1080]
channel-logo-tnt: ТНТ УРАЛ: [172, 1716, 257, 1762]
channel-logo-tv3: ТВ3: [1381, 1716, 1447, 1762]
program-listing: 6.30 КАНАЛ «ЕВРОНЬЮС» 10.00 НОВОСТИ КУЛЬТУРЫ 10.20 Х/Ф «ЛЕЧЕНИЕ» 11.55 ВАЖНЫЕ ВЕЩИ 12.10 ДОКУМ. ФИЛЬМ 12.55 ЧЕРНЫЕ ДЫРЫ. БЕЛЫЕ ПЯТНА 13.35 Д/С «ТЕРРИ ДЖОНС И ВАРВАРЫ» 14.30 ГЕНИИ И ЗЛОДЕИ 14.55 Д/Ф «ЛЮБЕК. СЕРДЦЕ ГАНЗЕЙСКОГО СОЮЗА» 15.10 ЛИЧНОЕ ВРЕМЯ 15.40 НОВОСТИ КУЛЬТУРЫ 15.50 Т/С «СП-ТЕНИ» 17.35 БИЛЕТ В БОЛЬШОЙ 18.15 ГЛЕН ГУЛЬД ИГРАЕТ БАХА 19.10 ДОКУМ. ФИЛЬМ 19.30 НОВОСТИ КУЛЬТУРЫ 19.50 ОСТРОВА 20.35 Х/Ф «СМЯТЕНИЕ ЧУВСТВ» 22.05 ЛИНИЯ ЖИЗНИ. ИГОРЬ ЗОЛОТОВИЦКИЙ 23.00 ДОКУМ. ФИЛЬМ 23.30 НОВОСТИ КУЛЬТУРЫ 00.05 Х/Ф «НЕВИННОСТЬ» 01.55 ИСКАТЕЛИ 02.40 ДОКУМ. ФИЛЬМ: [646, 1244, 798, 1595]
channel-logo-4-kanal: 4: [362, 1716, 410, 1762]
channel-column: [1328, 659, 1499, 1145]
channel-logo-ren: РЕН УРАЛ: [519, 664, 595, 711]
channel-column: [130, 1710, 301, 2173]
channel-column: [472, 155, 643, 650]
channel-column: [814, 1208, 985, 1700]
channel-logo-tvc: ТВЦ: [988, 159, 1153, 185]
